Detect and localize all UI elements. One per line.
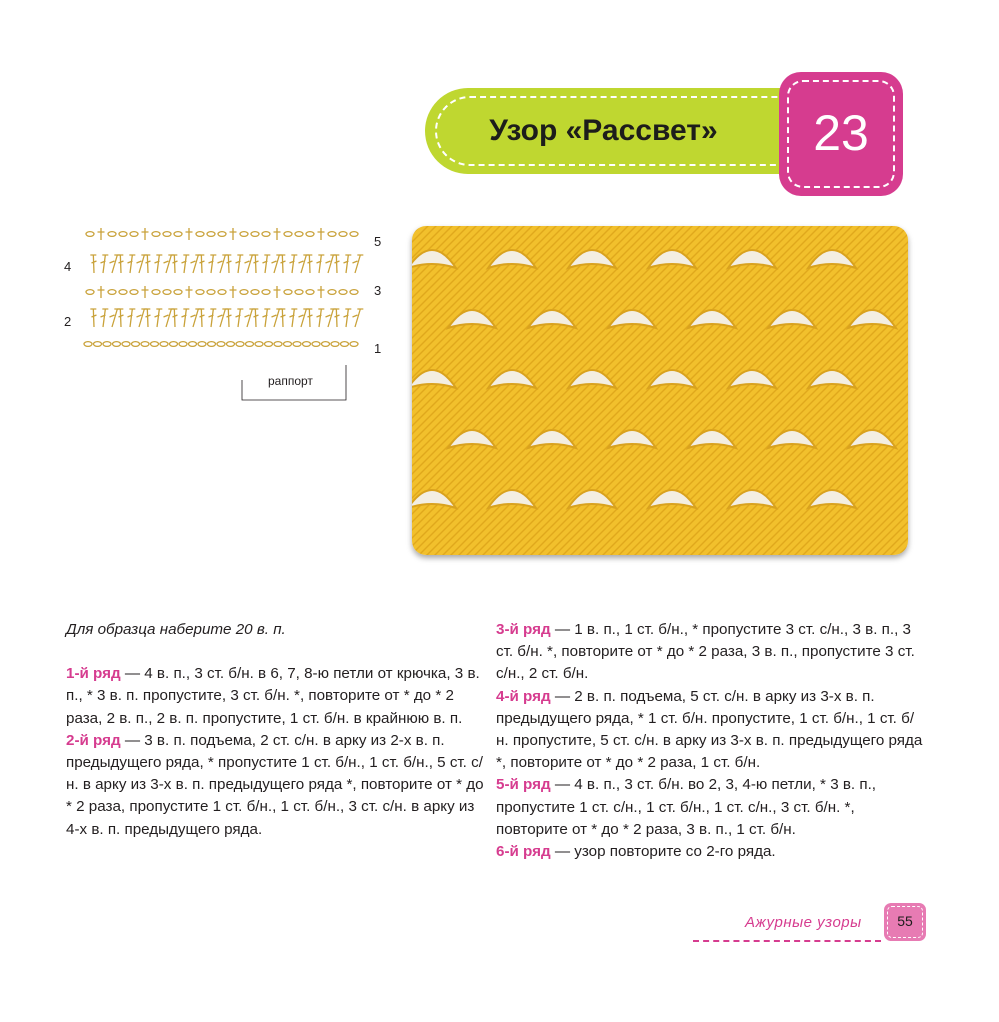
row-4-instruction xyxy=(496,686,926,775)
single-crochet-symbol xyxy=(98,286,105,298)
chain-stitch-symbol xyxy=(227,342,235,347)
chain-stitch-symbol xyxy=(274,342,282,347)
double-crochet-symbol xyxy=(144,255,150,273)
double-crochet-symbol xyxy=(171,309,177,327)
chain-stitch-symbol xyxy=(152,290,160,295)
double-crochet-symbol xyxy=(164,255,175,273)
chain-stitch-symbol xyxy=(163,232,171,237)
double-crochet-symbol xyxy=(306,309,312,327)
double-crochet-symbol xyxy=(263,255,271,273)
chain-stitch-symbol xyxy=(119,232,127,237)
instructions-right-column xyxy=(496,619,926,863)
double-crochet-symbol xyxy=(326,255,337,273)
chain-stitch-symbol xyxy=(328,232,336,237)
chain-stitch-symbol xyxy=(284,342,292,347)
single-crochet-symbol xyxy=(318,228,325,240)
chain-stitch-symbol xyxy=(108,290,116,295)
double-crochet-symbol xyxy=(164,309,175,327)
row-2-label: 2-й ряд xyxy=(66,731,121,749)
double-crochet-symbol xyxy=(290,309,298,327)
double-crochet-symbol xyxy=(225,309,231,327)
double-crochet-symbol xyxy=(317,309,325,327)
chain-stitch-symbol xyxy=(341,342,349,347)
single-crochet-symbol xyxy=(98,228,105,240)
double-crochet-symbol xyxy=(182,309,190,327)
double-crochet-symbol xyxy=(326,309,337,327)
diagram-row-number-3: 3 xyxy=(374,283,382,298)
chain-stitch-symbol xyxy=(86,290,94,295)
chain-stitch-symbol xyxy=(207,290,215,295)
double-crochet-symbol xyxy=(353,309,364,327)
chain-stitch-symbol xyxy=(132,342,140,347)
diagram-row-number-2: 2 xyxy=(64,314,72,329)
double-crochet-symbol xyxy=(353,255,364,273)
double-crochet-symbol xyxy=(110,255,121,273)
chain-stitch-symbol xyxy=(322,342,330,347)
chain-stitch-symbol xyxy=(303,342,311,347)
double-crochet-symbol xyxy=(198,309,204,327)
chain-stitch-symbol xyxy=(236,342,244,347)
double-crochet-symbol xyxy=(272,309,283,327)
double-crochet-symbol xyxy=(155,255,163,273)
double-crochet-symbol xyxy=(209,255,217,273)
chain-stitch-symbol xyxy=(86,232,94,237)
chain-stitch-symbol xyxy=(350,342,358,347)
chain-stitch-symbol xyxy=(262,290,270,295)
chain-stitch-symbol xyxy=(94,342,102,347)
double-crochet-symbol xyxy=(128,255,136,273)
chain-stitch-symbol xyxy=(350,290,358,295)
row-1-text: — 4 в. п., 3 ст. б/н. в 6, 7, 8-ю петли от крючка, 3 в. п., * 3 в. п. пропустите, 3 ст. б/н. *, повторите от * до * 2 раза, 2 в. п., 2 в. п. пропустите, 1 ст. б/н. в крайнюю в. п. xyxy=(66,665,480,727)
double-crochet-symbol xyxy=(333,255,339,273)
pattern-number-badge xyxy=(779,72,903,196)
chain-stitch-symbol xyxy=(312,342,320,347)
chain-stitch-symbol xyxy=(331,342,339,347)
chain-stitch-symbol xyxy=(246,342,254,347)
chain-stitch-symbol xyxy=(284,290,292,295)
double-crochet-symbol xyxy=(90,309,96,327)
chain-stitch-symbol xyxy=(295,232,303,237)
row-3-text: — 1 в. п., 1 ст. б/н., * пропустите 3 ст. с/н., 3 в. п., 3 ст. б/н. *, повторите от * до * 2 раза, 3 в. п., пропустите 3 ст. с/н., 2 ст. б/н. xyxy=(496,621,915,683)
chain-stitch-symbol xyxy=(113,342,121,347)
chain-stitch-symbol xyxy=(170,342,178,347)
chain-stitch-symbol xyxy=(218,232,226,237)
double-crochet-symbol xyxy=(182,255,190,273)
single-crochet-symbol xyxy=(230,228,237,240)
single-crochet-symbol xyxy=(142,286,149,298)
chain-stitch-symbol xyxy=(284,232,292,237)
double-crochet-symbol xyxy=(171,255,177,273)
sample-photo-image xyxy=(412,226,908,555)
row-1-label: 1-й ряд xyxy=(66,665,121,683)
chain-stitch-symbol xyxy=(130,290,138,295)
chain-stitch-symbol xyxy=(328,290,336,295)
page-title: Узор «Рассвет» xyxy=(489,114,718,147)
chain-stitch-symbol xyxy=(306,232,314,237)
sample-photo xyxy=(412,226,908,555)
single-crochet-symbol xyxy=(186,286,193,298)
double-crochet-symbol xyxy=(236,255,244,273)
row-1-instruction xyxy=(66,663,486,730)
title-banner xyxy=(425,88,820,174)
chain-stitch-symbol xyxy=(174,232,182,237)
double-crochet-symbol xyxy=(236,309,244,327)
chain-stitch-symbol xyxy=(103,342,111,347)
chain-stitch-symbol xyxy=(218,290,226,295)
row-2-instruction xyxy=(66,730,486,841)
single-crochet-symbol xyxy=(230,286,237,298)
chain-stitch-symbol xyxy=(198,342,206,347)
chain-stitch-symbol xyxy=(295,290,303,295)
instructions-left-column xyxy=(66,619,486,841)
double-crochet-symbol xyxy=(333,309,339,327)
double-crochet-symbol xyxy=(252,255,258,273)
chain-stitch-symbol xyxy=(108,232,116,237)
chain-stitch-symbol xyxy=(196,290,204,295)
chain-stitch-symbol xyxy=(130,232,138,237)
chain-stitch-symbol xyxy=(189,342,197,347)
double-crochet-symbol xyxy=(225,255,231,273)
section-name: Ажурные узоры xyxy=(745,914,862,931)
chain-stitch-symbol xyxy=(293,342,301,347)
chain-stitch-symbol xyxy=(160,342,168,347)
row-2-text: — 3 в. п. подъема, 2 ст. с/н. в арку из 2-х в. п. предыдущего ряда, * пропустите 1 ст. б/н., 1 ст. б/н., 5 ст. с/н. в арку из 3-х в. п. предыдущего ряда *, повторите от * до * 2 раза, пропустите 1 ст. б/н., 1 ст. б/н., 3 ст. с/н. в арку из 4-х в. п. предыдущего ряда. xyxy=(66,731,484,838)
row-4-label: 4-й ряд xyxy=(496,687,551,705)
double-crochet-symbol xyxy=(101,255,109,273)
footer-dashed-line xyxy=(693,940,881,942)
row-5-text: — 4 в. п., 3 ст. б/н. во 2, 3, 4-ю петли, * 3 в. п., пропустите 1 ст. с/н., 1 ст. б/н., 1 ст. с/н., 3 ст. б/н. *, повторите от * до * 2 раза, 3 в. п., 1 ст. б/н. xyxy=(496,776,877,838)
double-crochet-symbol xyxy=(117,309,123,327)
double-crochet-symbol xyxy=(263,309,271,327)
double-crochet-symbol xyxy=(344,309,352,327)
chain-stitch-symbol xyxy=(179,342,187,347)
single-crochet-symbol xyxy=(142,228,149,240)
single-crochet-symbol xyxy=(274,228,281,240)
single-crochet-symbol xyxy=(274,286,281,298)
chain-stitch-symbol xyxy=(265,342,273,347)
double-crochet-symbol xyxy=(198,255,204,273)
chain-stitch-symbol xyxy=(350,232,358,237)
chain-stitch-symbol xyxy=(240,290,248,295)
double-crochet-symbol xyxy=(306,255,312,273)
double-crochet-symbol xyxy=(117,255,123,273)
chain-stitch-symbol xyxy=(84,342,92,347)
row-5-label: 5-й ряд xyxy=(496,776,551,794)
double-crochet-symbol xyxy=(252,309,258,327)
double-crochet-symbol xyxy=(279,255,285,273)
crochet-chart xyxy=(60,220,400,410)
row-3-instruction xyxy=(496,619,926,686)
double-crochet-symbol xyxy=(110,309,121,327)
double-crochet-symbol xyxy=(299,255,310,273)
single-crochet-symbol xyxy=(186,228,193,240)
chain-stitch-symbol xyxy=(174,290,182,295)
chain-stitch-symbol xyxy=(207,232,215,237)
chain-stitch-symbol xyxy=(152,232,160,237)
chain-stitch-symbol xyxy=(339,232,347,237)
diagram-row-number-5: 5 xyxy=(374,234,382,249)
chain-stitch-symbol xyxy=(339,290,347,295)
diagram-row-number-1: 1 xyxy=(374,341,382,356)
chain-stitch-symbol xyxy=(306,290,314,295)
double-crochet-symbol xyxy=(209,309,217,327)
double-crochet-symbol xyxy=(137,255,148,273)
double-crochet-symbol xyxy=(218,255,229,273)
row-6-instruction xyxy=(496,841,926,863)
chain-stitch-symbol xyxy=(196,232,204,237)
double-crochet-symbol xyxy=(101,309,109,327)
row-6-text: — узор повторите со 2-го ряда. xyxy=(550,843,776,861)
page-number: 55 xyxy=(897,913,913,929)
repeat-label: раппорт xyxy=(268,374,313,388)
double-crochet-symbol xyxy=(191,255,202,273)
double-crochet-symbol xyxy=(279,309,285,327)
double-crochet-symbol xyxy=(90,255,96,273)
double-crochet-symbol xyxy=(344,255,352,273)
row-4-text: — 2 в. п. подъема, 5 ст. с/н. в арку из 3-х в. п. предыдущего ряда, * 1 ст. б/н. пропустите, 1 ст. б/н., 1 ст. б/н. пропустите, 5 ст. с/н. в арку из 3-х в. п. предыдущего ряда *, повторите от * до * 2 раза, 1 ст. б/н. xyxy=(496,687,923,772)
double-crochet-symbol xyxy=(245,255,256,273)
page-number-badge xyxy=(884,903,926,941)
pattern-number: 23 xyxy=(813,105,869,161)
double-crochet-symbol xyxy=(317,255,325,273)
chain-stitch-symbol xyxy=(163,290,171,295)
double-crochet-symbol xyxy=(218,309,229,327)
single-crochet-symbol xyxy=(318,286,325,298)
double-crochet-symbol xyxy=(191,309,202,327)
chain-stitch-symbol xyxy=(208,342,216,347)
double-crochet-symbol xyxy=(128,309,136,327)
row-3-label: 3-й ряд xyxy=(496,621,551,638)
double-crochet-symbol xyxy=(245,309,256,327)
chain-stitch-symbol xyxy=(255,342,263,347)
row-6-label: 6-й ряд xyxy=(496,843,551,861)
diagram-row-number-4: 4 xyxy=(64,259,72,274)
double-crochet-symbol xyxy=(272,255,283,273)
chain-stitch-symbol xyxy=(262,232,270,237)
chain-stitch-symbol xyxy=(119,290,127,295)
chain-stitch-symbol xyxy=(151,342,159,347)
double-crochet-symbol xyxy=(144,309,150,327)
double-crochet-symbol xyxy=(155,309,163,327)
chain-stitch-symbol xyxy=(217,342,225,347)
chain-stitch-symbol xyxy=(251,232,259,237)
chain-stitch-symbol xyxy=(122,342,130,347)
chain-stitch-symbol xyxy=(141,342,149,347)
row-5-instruction xyxy=(496,774,926,841)
double-crochet-symbol xyxy=(299,309,310,327)
double-crochet-symbol xyxy=(290,255,298,273)
intro-text: Для образца наберите 20 в. п. xyxy=(66,621,286,638)
double-crochet-symbol xyxy=(137,309,148,327)
chain-stitch-symbol xyxy=(240,232,248,237)
chain-stitch-symbol xyxy=(251,290,259,295)
